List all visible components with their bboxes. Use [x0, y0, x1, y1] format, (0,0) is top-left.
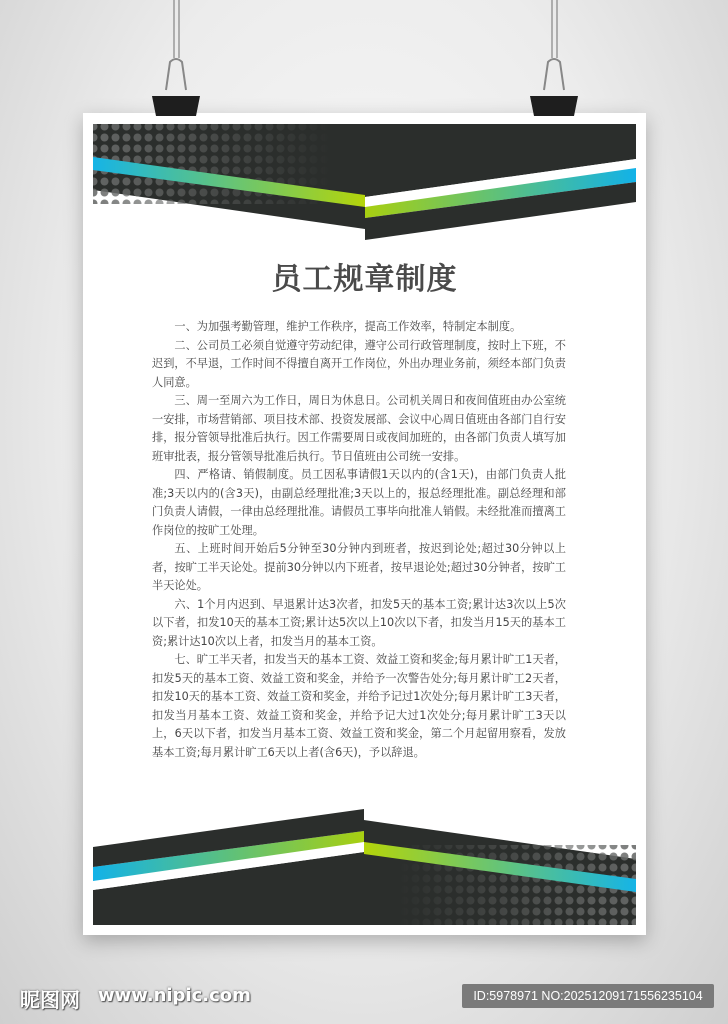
watermark-url: www.nipic.com — [98, 985, 251, 1006]
watermark-logo: 昵图网 — [20, 988, 80, 1012]
rule-paragraph: 一、为加强考勤管理，维护工作秩序，提高工作效率，特制定本制度。 — [174, 320, 522, 333]
page-title: 员工规章制度 — [271, 262, 458, 297]
footer-band — [93, 809, 636, 925]
rule-paragraph: 五、上班时间开始后5分钟至30分钟内到班者，按迟到论处;超过30分钟以上者，按旷工半天论处。提前30分钟以内下班者，按早退论处;超过30分钟者，按旷工半天论处。 — [152, 542, 566, 592]
rule-paragraph: 六、1个月内迟到、早退累计达3次者，扣发5天的基本工资;累计达3次以上5次以下者，扣发10天的基本工资;累计达5次以上10次以下者，扣发当月15天的基本工资;累计达10次以上者，扣发当月的基本工资。 — [152, 597, 566, 648]
rule-paragraph: 二、公司员工必须自觉遵守劳动纪律，遵守公司行政管理制度，按时上下班，不迟到，不早退，工作时间不得擅自离开工作岗位，外出办理业务前，须经本部门负责人同意。 — [152, 338, 566, 389]
header-band — [93, 124, 636, 240]
rules-body — [152, 318, 566, 762]
binder-clip-left-icon — [152, 0, 200, 116]
watermark-id-badge: ID:5978971 NO:20251209171556235104 — [462, 984, 714, 1008]
rule-paragraph: 四、严格请、销假制度。员工因私事请假1天以内的(含1天)，由部门负责人批准;3天以内的(含3天)，由副总经理批准;3天以上的，报总经理批准。副总经理和部门负责人请假，一律由总经理批准。请假员工事毕向批准人销假。未经批准而擅离工作岗位的按旷工处理。 — [152, 468, 566, 537]
binder-clip-right-icon — [530, 0, 578, 116]
rule-paragraph: 七、旷工半天者，扣发当天的基本工资、效益工资和奖金;每月累计旷工1天者，扣发5天的基本工资、效益工资和奖金，并给予一次警告处分;每月累计旷工2天者，扣发10天的基本工资、效益工资和奖金，并给予记过1次处分;每月累计旷工3天者，扣发当月基本工资、效益工资和奖金，并给予记大过1次处分;每月累计旷工3天以上，6天以下者，扣发当月基本工资、效益工资和奖金，第二个月起留用察看，发放基本工资;每月累计旷工6天以上者(含6天)，予以辞退。 — [152, 653, 566, 759]
rule-paragraph: 三、周一至周六为工作日，周日为休息日。公司机关周日和夜间值班由办公室统一安排，市场营销部、项目技术部、投资发展部、会议中心周日值班由各部门自行安排，报分管领导批准后执行。因工作需要周日或夜间加班的，由各部门负责人填写加班审批表，报分管领导批准后执行。节日值班由公司统一安排。 — [152, 394, 566, 463]
